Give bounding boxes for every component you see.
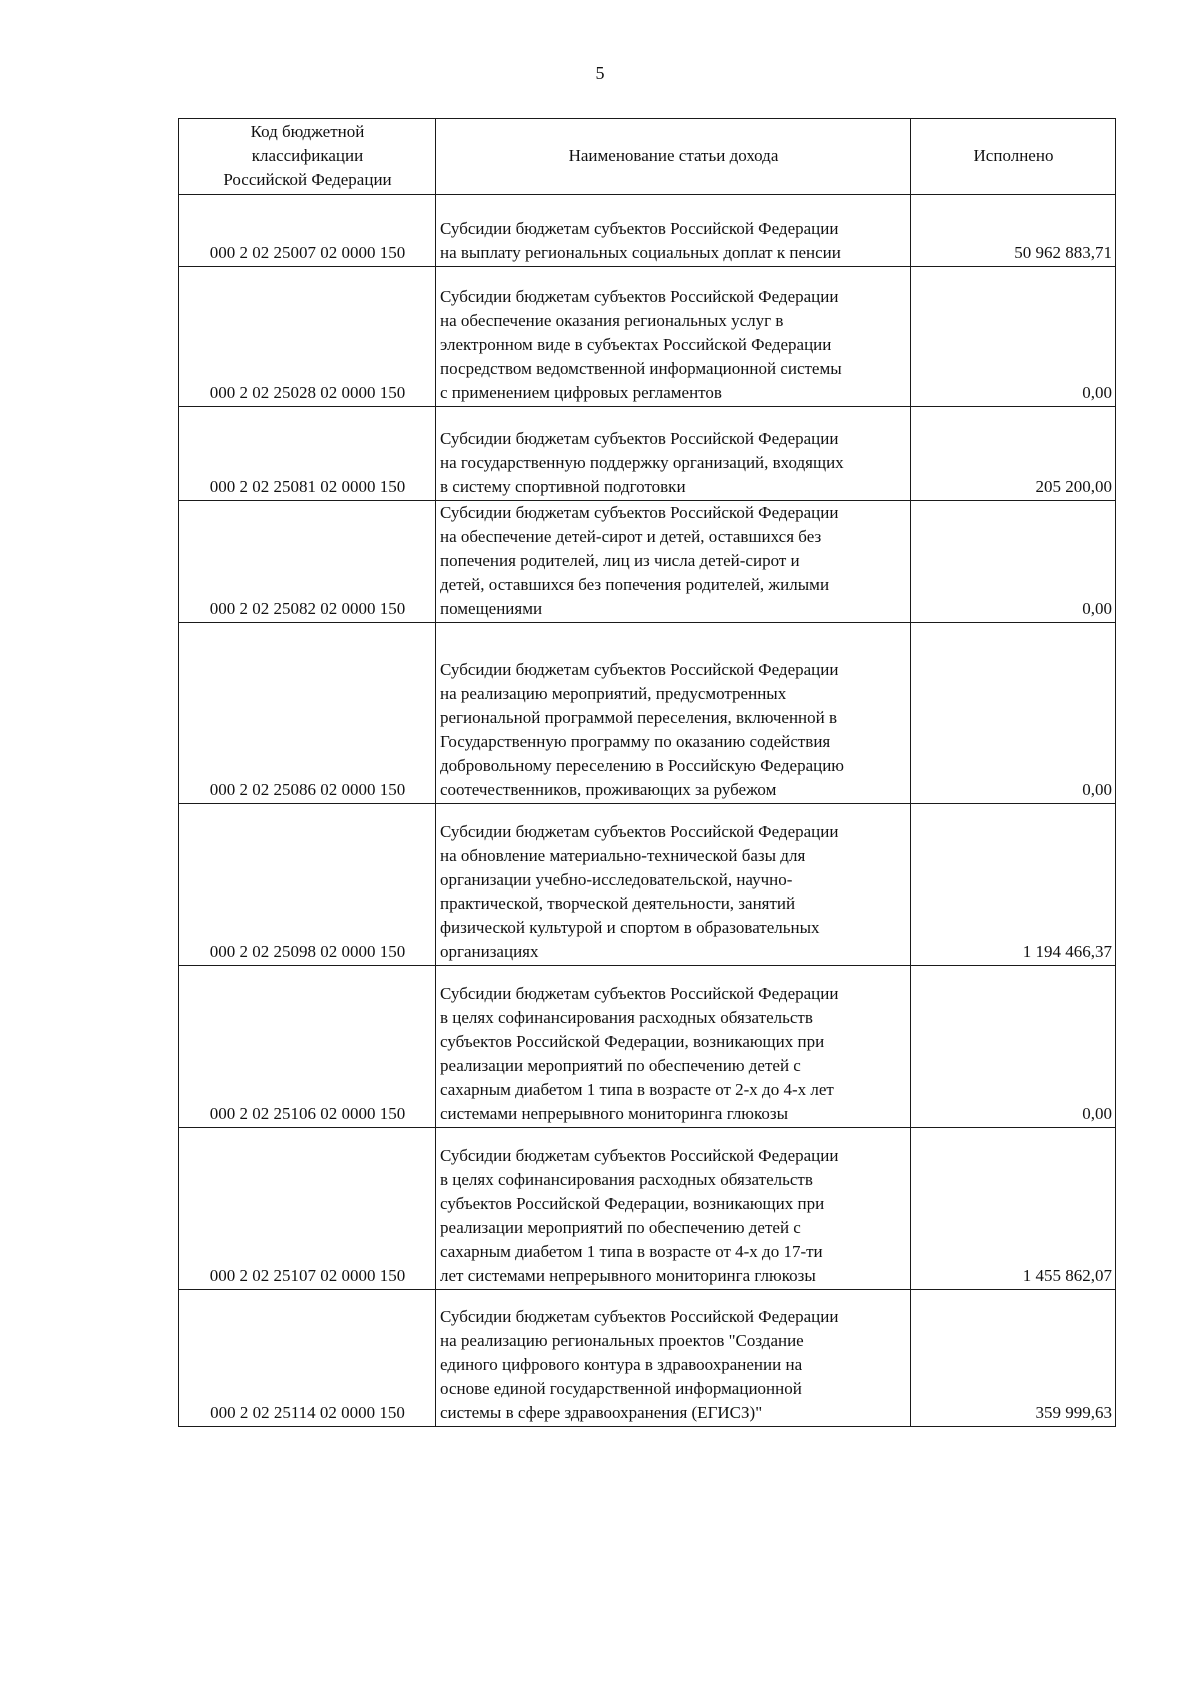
revenue-name-line: реализации мероприятий по обеспечению детей с	[440, 1056, 801, 1075]
table-body	[179, 195, 1116, 1427]
budget-code-cell: 000 2 02 25106 02 0000 150	[179, 966, 436, 1128]
revenue-name-line: системами непрерывного мониторинга глюкозы	[440, 1104, 789, 1123]
revenue-name-line: сахарным диабетом 1 типа в возрасте от 4-х до 17-ти	[440, 1242, 823, 1261]
revenue-name-line: в целях софинансирования расходных обязательств	[440, 1170, 813, 1189]
budget-code-cell: 000 2 02 25098 02 0000 150	[179, 804, 436, 966]
executed-amount-cell: 0,00	[911, 267, 1116, 407]
revenue-name-line: детей, оставшихся без попечения родителей, жилыми	[440, 575, 830, 594]
budget-code-cell: 000 2 02 25081 02 0000 150	[179, 407, 436, 501]
header-code-line: Код бюджетной	[250, 122, 365, 141]
header-code	[179, 119, 436, 195]
revenue-name-line: на обеспечение детей-сирот и детей, оставшихся без	[440, 527, 822, 546]
revenue-name-line: добровольному переселению в Российскую Федерацию	[440, 756, 845, 775]
revenue-name-cell	[436, 966, 911, 1128]
table-row	[179, 195, 1116, 267]
revenue-name-cell	[436, 1290, 911, 1427]
executed-amount-cell: 205 200,00	[911, 407, 1116, 501]
header-executed: Исполнено	[911, 119, 1116, 195]
revenue-name-line: Субсидии бюджетам субъектов Российской Федерации	[440, 287, 839, 306]
revenue-name-line: сахарным диабетом 1 типа в возрасте от 2-х до 4-х лет	[440, 1080, 834, 1099]
table-row	[179, 623, 1116, 804]
budget-code-cell: 000 2 02 25086 02 0000 150	[179, 623, 436, 804]
revenue-name-line: на выплату региональных социальных доплат к пенсии	[440, 243, 841, 262]
revenue-name-line: физической культурой и спортом в образовательных	[440, 918, 820, 937]
revenue-name-line: с применением цифровых регламентов	[440, 383, 722, 402]
revenue-name-cell	[436, 195, 911, 267]
revenue-name-line: Субсидии бюджетам субъектов Российской Федерации	[440, 822, 839, 841]
executed-amount-cell: 0,00	[911, 501, 1116, 623]
table-header	[179, 119, 1116, 195]
header-code-line: Российской Федерации	[223, 170, 392, 189]
revenue-name-line: единого цифрового контура в здравоохранении на	[440, 1355, 803, 1374]
revenue-name-line: в систему спортивной подготовки	[440, 477, 686, 496]
revenue-name-line: помещениями	[440, 599, 543, 618]
executed-amount-cell: 1 455 862,07	[911, 1128, 1116, 1290]
revenue-name-line: основе единой государственной информационной	[440, 1379, 802, 1398]
executed-amount-cell: 0,00	[911, 966, 1116, 1128]
revenue-name-line: на обновление материально-технической базы для	[440, 846, 806, 865]
revenue-name-line: Государственную программу по оказанию содействия	[440, 732, 831, 751]
revenue-table	[178, 118, 1116, 1427]
revenue-name-line: Субсидии бюджетам субъектов Российской Федерации	[440, 219, 839, 238]
revenue-name-cell	[436, 407, 911, 501]
revenue-name-line: электронном виде в субъектах Российской Федерации	[440, 335, 832, 354]
page-number: 5	[595, 63, 605, 83]
revenue-name-cell	[436, 1128, 911, 1290]
revenue-name-cell	[436, 267, 911, 407]
revenue-name-line: субъектов Российской Федерации, возникающих при	[440, 1194, 825, 1213]
revenue-name-line: региональной программой переселения, включенной в	[440, 708, 838, 727]
revenue-name-line: Субсидии бюджетам субъектов Российской Федерации	[440, 984, 839, 1003]
revenue-name-cell	[436, 501, 911, 623]
header-row	[179, 119, 1116, 195]
header-code-line: классификации	[251, 146, 364, 165]
revenue-name-line: организациях	[440, 942, 539, 961]
revenue-name-line: Субсидии бюджетам субъектов Российской Федерации	[440, 1307, 839, 1326]
revenue-name-line: на государственную поддержку организаций, входящих	[440, 453, 844, 472]
revenue-name-line: Субсидии бюджетам субъектов Российской Федерации	[440, 1146, 839, 1165]
revenue-name-line: практической, творческой деятельности, занятий	[440, 894, 796, 913]
revenue-name-line: системы в сфере здравоохранения (ЕГИСЗ)"	[440, 1403, 763, 1422]
table-row	[179, 804, 1116, 966]
revenue-name-line: на реализацию региональных проектов "Создание	[440, 1331, 804, 1350]
revenue-name-line: организации учебно-исследовательской, научно-	[440, 870, 793, 889]
revenue-name-line: на реализацию мероприятий, предусмотренных	[440, 684, 787, 703]
table-row	[179, 1128, 1116, 1290]
header-name: Наименование статьи дохода	[436, 119, 911, 195]
revenue-name-line: Субсидии бюджетам субъектов Российской Федерации	[440, 660, 839, 679]
table-row	[179, 966, 1116, 1128]
revenue-name-line: Субсидии бюджетам субъектов Российской Федерации	[440, 429, 839, 448]
table-row	[179, 501, 1116, 623]
revenue-name-line: в целях софинансирования расходных обязательств	[440, 1008, 813, 1027]
table-row	[179, 1290, 1116, 1427]
executed-amount-cell: 359 999,63	[911, 1290, 1116, 1427]
revenue-name-line: на обеспечение оказания региональных услуг в	[440, 311, 784, 330]
executed-amount-cell: 0,00	[911, 623, 1116, 804]
revenue-name-cell	[436, 623, 911, 804]
revenue-name-line: посредством ведомственной информационной системы	[440, 359, 842, 378]
budget-code-cell: 000 2 02 25114 02 0000 150	[179, 1290, 436, 1427]
budget-code-cell: 000 2 02 25082 02 0000 150	[179, 501, 436, 623]
executed-amount-cell: 1 194 466,37	[911, 804, 1116, 966]
revenue-name-line: реализации мероприятий по обеспечению детей с	[440, 1218, 801, 1237]
table-row	[179, 407, 1116, 501]
revenue-name-line: лет системами непрерывного мониторинга глюкозы	[440, 1266, 816, 1285]
revenue-name-line: попечения родителей, лиц из числа детей-сирот и	[440, 551, 800, 570]
revenue-name-line: Субсидии бюджетам субъектов Российской Федерации	[440, 503, 839, 522]
budget-code-cell: 000 2 02 25028 02 0000 150	[179, 267, 436, 407]
budget-code-cell: 000 2 02 25107 02 0000 150	[179, 1128, 436, 1290]
table-row	[179, 267, 1116, 407]
revenue-name-line: соотечественников, проживающих за рубежом	[440, 780, 777, 799]
budget-code-cell: 000 2 02 25007 02 0000 150	[179, 195, 436, 267]
revenue-name-line: субъектов Российской Федерации, возникающих при	[440, 1032, 825, 1051]
revenue-name-cell	[436, 804, 911, 966]
executed-amount-cell: 50 962 883,71	[911, 195, 1116, 267]
